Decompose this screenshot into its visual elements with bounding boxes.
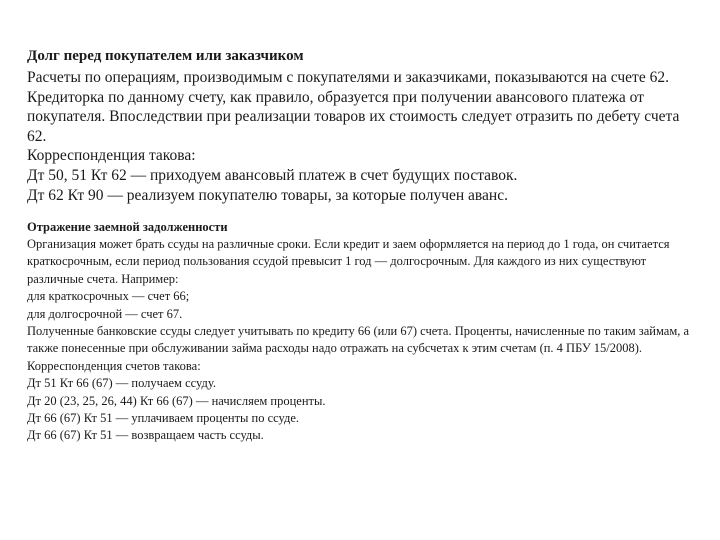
list-item: для краткосрочных — счет 66;	[27, 289, 190, 304]
correspondence-intro: Корреспонденция счетов такова:	[27, 358, 201, 373]
section-title: Отражение заемной задолженности	[27, 220, 228, 234]
entry-line: Дт 62 Кт 90 — реализуем покупателю товары, за которые получен аванс.	[27, 187, 508, 204]
section-loan-debt	[27, 219, 697, 445]
entry-line: Дт 66 (67) Кт 51 — возвращаем часть ссуды.	[27, 428, 264, 443]
correspondence-intro: Корреспонденция такова:	[27, 147, 196, 164]
section-paragraph: Организация может брать ссуды на различные сроки. Если кредит и заем оформляется на период до 1 года, он считается краткосрочным, если период пользования ссудой превысит 1 год — долгосрочным. Для каждого из них существуют различные счета. Например:	[27, 237, 670, 286]
section-paragraph: Полученные банковские ссуды следует учитывать по кредиту 66 (или 67) счета. Проценты, начисленные по таким займам, а также понесенные при обслуживании займа расходы надо отражать на субсчетах к этим счетам (п. 4 ПБУ 15/2008).	[27, 324, 690, 356]
entry-line: Дт 51 Кт 66 (67) — получаем ссуду.	[27, 376, 216, 391]
section-customer-debt	[27, 46, 697, 206]
section-paragraph: Расчеты по операциям, производимым с покупателями и заказчиками, показываются на счете 62. Кредиторка по данному счету, как правило, образуется при получении авансового платежа от покупателя. Впоследствии при реализации товаров их стоимость следует отразить по дебету счета 62.	[27, 69, 680, 145]
entry-line: Дт 50, 51 Кт 62 — приходуем авансовый платеж в счет будущих поставок.	[27, 167, 518, 184]
list-item: для долгосрочной — счет 67.	[27, 306, 183, 321]
section-title: Долг перед покупателем или заказчиком	[27, 48, 304, 64]
entry-line: Дт 20 (23, 25, 26, 44) Кт 66 (67) — начисляем проценты.	[27, 393, 326, 408]
entry-line: Дт 66 (67) Кт 51 — уплачиваем проценты по ссуде.	[27, 411, 300, 426]
